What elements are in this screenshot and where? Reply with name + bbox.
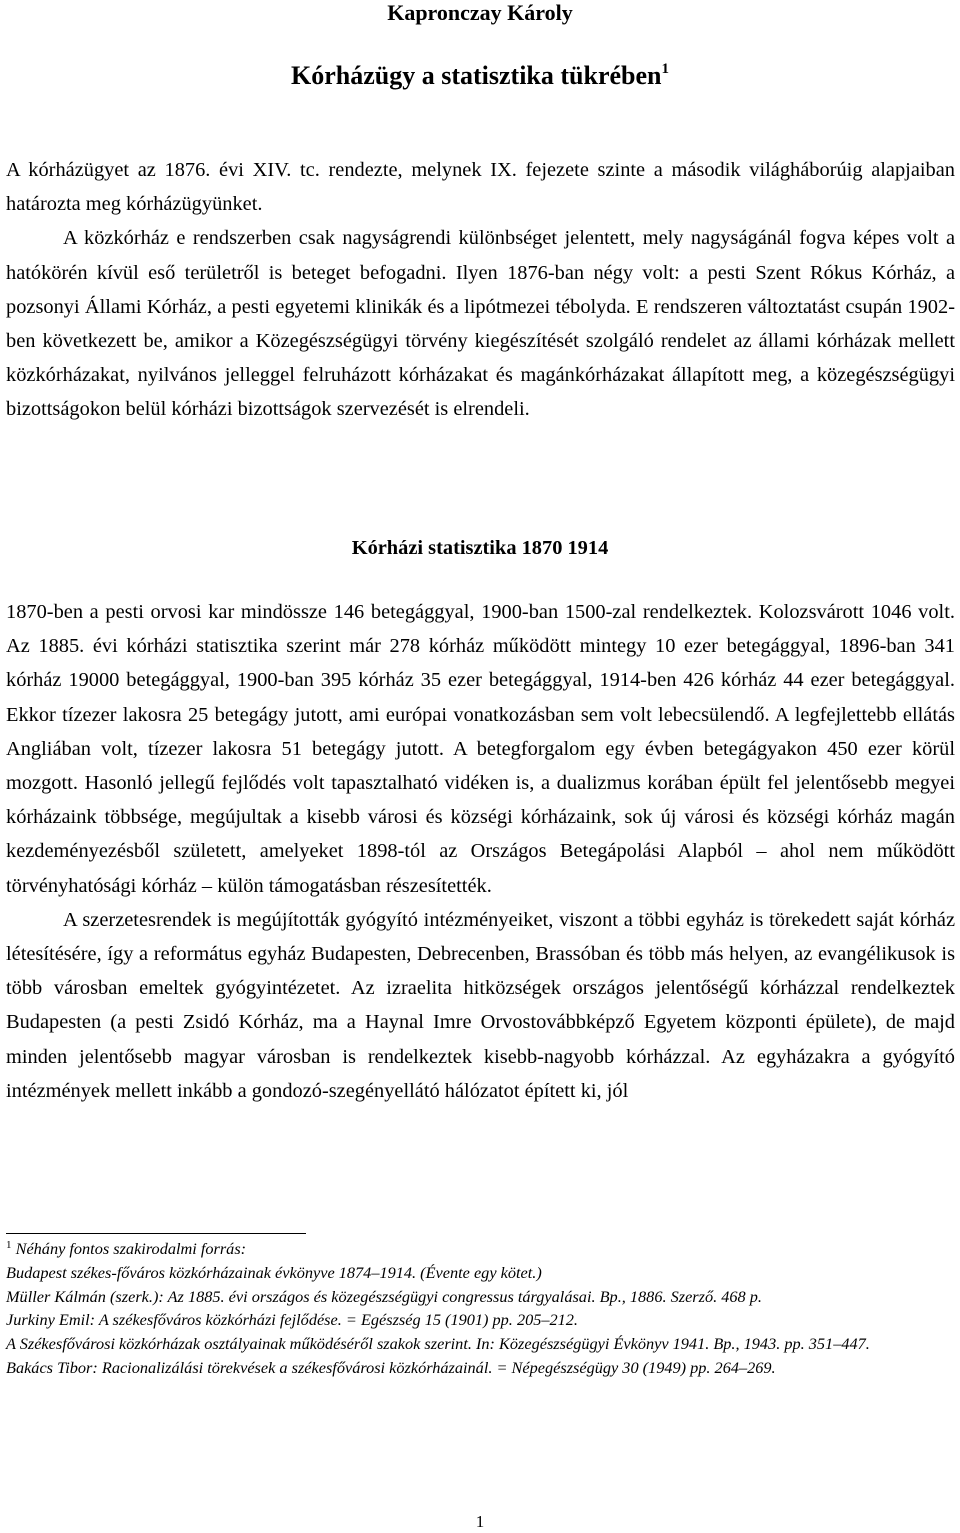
author-name: Kapronczay Károly	[387, 0, 573, 25]
statistics-section	[6, 595, 955, 1108]
section-paragraph: A szerzetesrendek is megújították gyógyító intézményeiket, viszont a többi egyház is törekedett saját kórház létesítésére, így a református egyház Budapesten, Debrecenben, Brassóban és több más helyen, az evangélikusok is több városban emeltek gyógyintézetet. Az izraelita hitközségek országos jelentőségű kórházzal rendelkeztek Budapesten (a pesti Zsidó Kórház, ma a Haynal Imre Orvostovábbképző Egyetem központi épülete), de majd minden jelentősebb magyar városban is rendelkeztek kisebb-nagyobb kórházzal. Az egyházakra a gyógyító intézmények mellett inkább a gondozó-szegényellátó hálózatot épített ki, jól	[6, 908, 955, 1102]
intro-paragraph: A kórházügyet az 1876. évi XIV. tc. rendezte, melynek IX. fejezete szinte a második világháborúig alapjaiban határozta meg kórházügyünket.	[6, 159, 955, 216]
intro-section	[6, 153, 955, 427]
footnote-intro	[6, 1237, 951, 1261]
section-paragraph: 1870-ben a pesti orvosi kar mindössze 146 betegággyal, 1900-ban 1500-zal rendelkeztek. Kolozsvárott 1046 volt. Az 1885. évi kórházi statisztika szerint már 278 kórház működött mintegy 10 ezer betegággyal, 1896-ban 341 kórház 19000 betegággyal, 1900-ban 395 kórház 35 ezer betegággyal, 1914-ben 426 kórház 44 ezer betegággyal. Ekkor tízezer lakosra 25 betegágy jutott, ami európai vonatkozásban sem volt lebecsülendő. A legfejlettebb ellátás Angliában volt, tízezer lakosra 51 betegágy jutott. A betegforgalom egy évben betegágyakon 450 ezer körül mozgott. Hasonló jellegű fejlődés volt tapasztalható vidéken is, a dualizmus korában épült fel jelentősebb megyei kórházaink többsége, megújultak a kisebb városi és községi kórházaink, sok új városi és községi kórház magán kezdeményezésből született, amelyeket 1898-tól az Országos Betegápolási Alapból – ahol nem működött törvényhatósági kórház – külön támogatásban részesítették.	[6, 601, 955, 897]
title-footnote-mark[interactable]: 1	[661, 61, 669, 77]
footnote-item: Müller Kálmán (szerk.): Az 1885. évi országos és közegészségügyi congressus tárgyalásai. Bp., 1886. Szerző. 468 p.	[6, 1286, 762, 1306]
footnote-intro-text: Néhány fontos szakirodalmi forrás:	[15, 1239, 247, 1258]
intro-paragraph: A közkórház e rendszerben csak nagyságrendi különbséget jelentett, mely nagyságánál fogva képes volt a hatókörén kívül eső területről is beteget befogadni. Ilyen 1876-ban négy volt: a pesti Szent Rókus Kórház, a pozsonyi Állami Kórház, a pesti egyetemi klinikák és a lipótmezei tébolyda. E rendszeren változtatást csupán 1902-ben következett be, amikor a Közegészségügyi törvény kiegészítését szolgáló rendelet az állami kórházak mellett közkórházakat, nyilvános jelleggel felruházott kórházakat és magánkórházakat állapított meg, a közegészségügyi bizottságokon belül kórházi bizottságok szervezését is elrendeli.	[6, 227, 955, 421]
section-heading: Kórházi statisztika 1870 1914	[351, 537, 609, 559]
page-title	[0, 60, 960, 92]
footnotes	[6, 1237, 951, 1380]
footnote-item: A Székesfővárosi közkórházak osztályainak működéséről szakok szerint. In: Közegészségügyi Évkönyv 1941. Bp., 1943. pp. 351–447.	[6, 1334, 870, 1354]
page-number: 1	[475, 1512, 485, 1531]
title-text: Kórházügy a statisztika tükrében	[291, 61, 662, 90]
footnote-item: Bakács Tibor: Racionalizálási törekvések a székesfővárosi közkórházainál. = Népegészségügy 30 (1949) pp. 264–269.	[6, 1357, 776, 1377]
footnote-item: Budapest székes-főváros közkórházainak évkönyve 1874–1914. (Évente egy kötet.)	[6, 1262, 542, 1282]
footnote-item: Jurkiny Emil: A székesfőváros közkórházi fejlődése. = Egészség 15 (1901) pp. 205–212.	[6, 1310, 579, 1330]
footnote-mark: 1	[6, 1239, 12, 1251]
footnote-separator	[6, 1233, 306, 1234]
